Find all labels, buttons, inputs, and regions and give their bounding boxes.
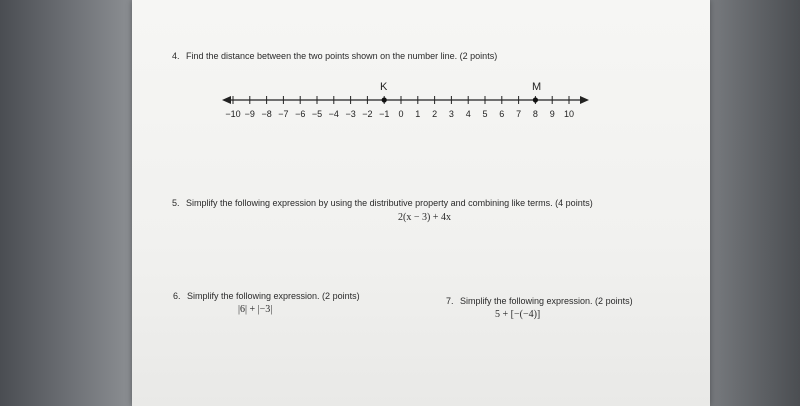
tick-label: −9	[244, 109, 255, 119]
left-arrow-icon	[222, 96, 231, 104]
question-6-text: Simplify the following expression. (2 points)	[187, 291, 360, 301]
tick-label: 4	[465, 109, 471, 119]
tick-label: 8	[532, 109, 538, 119]
question-5-number: 5.	[172, 198, 180, 208]
right-arrow-icon	[580, 96, 589, 104]
tick-label: −5	[311, 109, 323, 119]
tick-label: −2	[362, 109, 373, 119]
tick-label: 9	[549, 109, 555, 119]
tick-label: −3	[345, 109, 356, 119]
question-6-number: 6.	[173, 291, 181, 301]
question-4-text: Find the distance between the two points shown on the number line. (2 points)	[186, 51, 498, 61]
tick-label: −1	[379, 109, 390, 119]
question-7	[446, 296, 633, 306]
tick-label: 0	[398, 109, 404, 119]
tick-label: 7	[516, 109, 522, 119]
point-m-dot	[533, 97, 538, 102]
tick-label: 5	[482, 109, 488, 119]
tick-label: 6	[499, 109, 505, 119]
point-m-label: M	[532, 81, 542, 93]
question-6	[173, 291, 360, 301]
tick-label: 3	[448, 109, 454, 119]
question-5-expression: 2(x − 3) + 4x	[398, 212, 451, 223]
tick-label: −6	[295, 109, 306, 119]
tick-labels	[225, 109, 574, 119]
question-7-expression: 5 + [−(−4)]	[495, 309, 541, 320]
point-k-label: K	[380, 81, 388, 93]
question-5-text: Simplify the following expression by using the distributive property and combining like terms. (4 points)	[186, 198, 593, 208]
tick-marks	[233, 96, 569, 104]
tick-label: −8	[261, 109, 272, 119]
question-7-text: Simplify the following expression. (2 points)	[460, 296, 633, 306]
tick-label: −10	[225, 109, 241, 119]
question-4-number: 4.	[172, 51, 180, 61]
tick-label: −7	[278, 109, 289, 119]
tick-label: 10	[563, 109, 575, 119]
question-5	[172, 198, 593, 208]
tick-label: 1	[415, 109, 421, 119]
question-7-number: 7.	[446, 296, 454, 306]
question-6-expression: |6| + |−3|	[238, 304, 273, 315]
point-k-dot	[382, 97, 387, 102]
tick-label: −4	[328, 109, 339, 119]
tick-label: 2	[432, 109, 438, 119]
